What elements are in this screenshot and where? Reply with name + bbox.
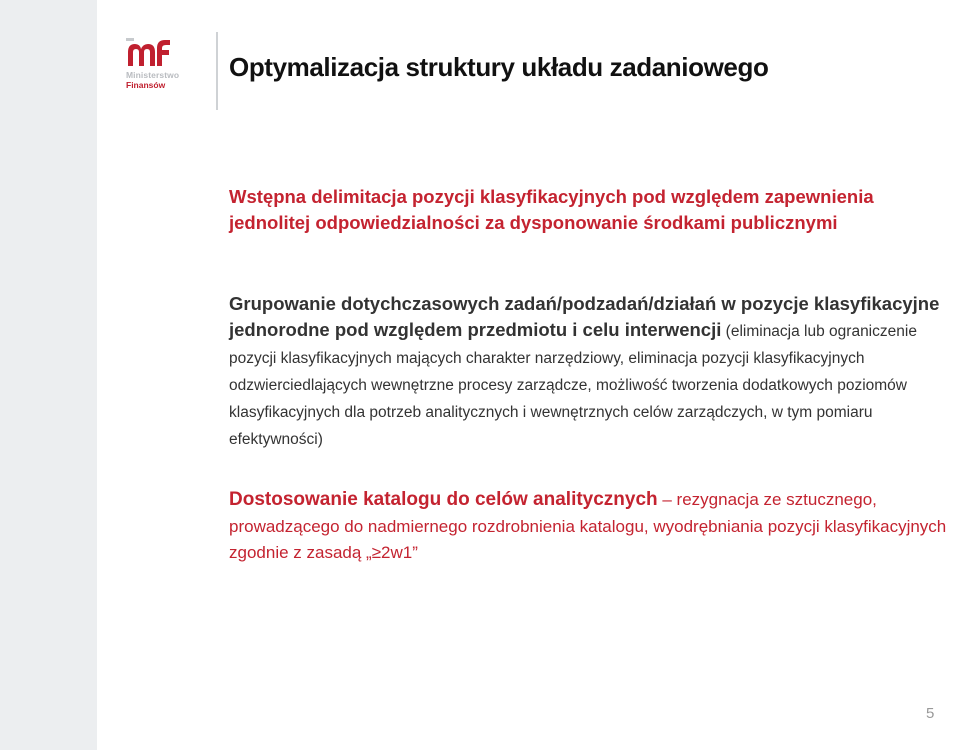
paragraph-adjustment [229,486,954,565]
paragraph-adjustment-details: – rezygnacja ze sztucznego, prowadzącego do nadmiernego rozdrobnienia katalogu, wyodrębniania pozycji klasyfikacyjnych zgodnie z zasadą „≥2w1” [229,490,947,562]
logo-text-finansow: Finansów [126,80,166,90]
page-number: 5 [926,705,935,722]
left-sidebar-band [0,0,97,750]
header-divider [216,32,218,110]
paragraph-grouping-details: (eliminacja lub ograniczenie pozycji klasyfikacyjnych mających charakter narzędziowy, eliminacja pozycji klasyfikacyjnych odzwierciedlających wewnętrzne procesy zarządcze, możliwość tworzenia dodatkowych poziomów klasyfikacyjnych dla potrzeb analitycznych i wewnętrznych celów zarządczych, w tym pomiaru efektywności) [229,323,917,448]
mf-logo-mark-icon [126,38,172,68]
paragraph-grouping [229,291,954,452]
paragraph-adjustment-lead: Dostosowanie katalogu do celów analitycznych [229,489,658,510]
ministry-of-finance-logo [126,38,186,98]
paragraph-delimitation: Wstępna delimitacja pozycji klasyfikacyjnych pod względem zapewnienia jednolitej odpowiedzialności za dysponowanie środkami publicznymi [229,186,874,233]
paragraph-grouping-lead: Grupowanie dotychczasowych zadań/podzadań/działań w pozycje klasyfikacyjne jednorodne pod względem przedmiotu i celu interwencji [229,293,940,340]
slide-title: Optymalizacja struktury układu zadaniowego [229,52,769,82]
logo-text-ministerstwo: Ministerstwo [126,70,180,80]
